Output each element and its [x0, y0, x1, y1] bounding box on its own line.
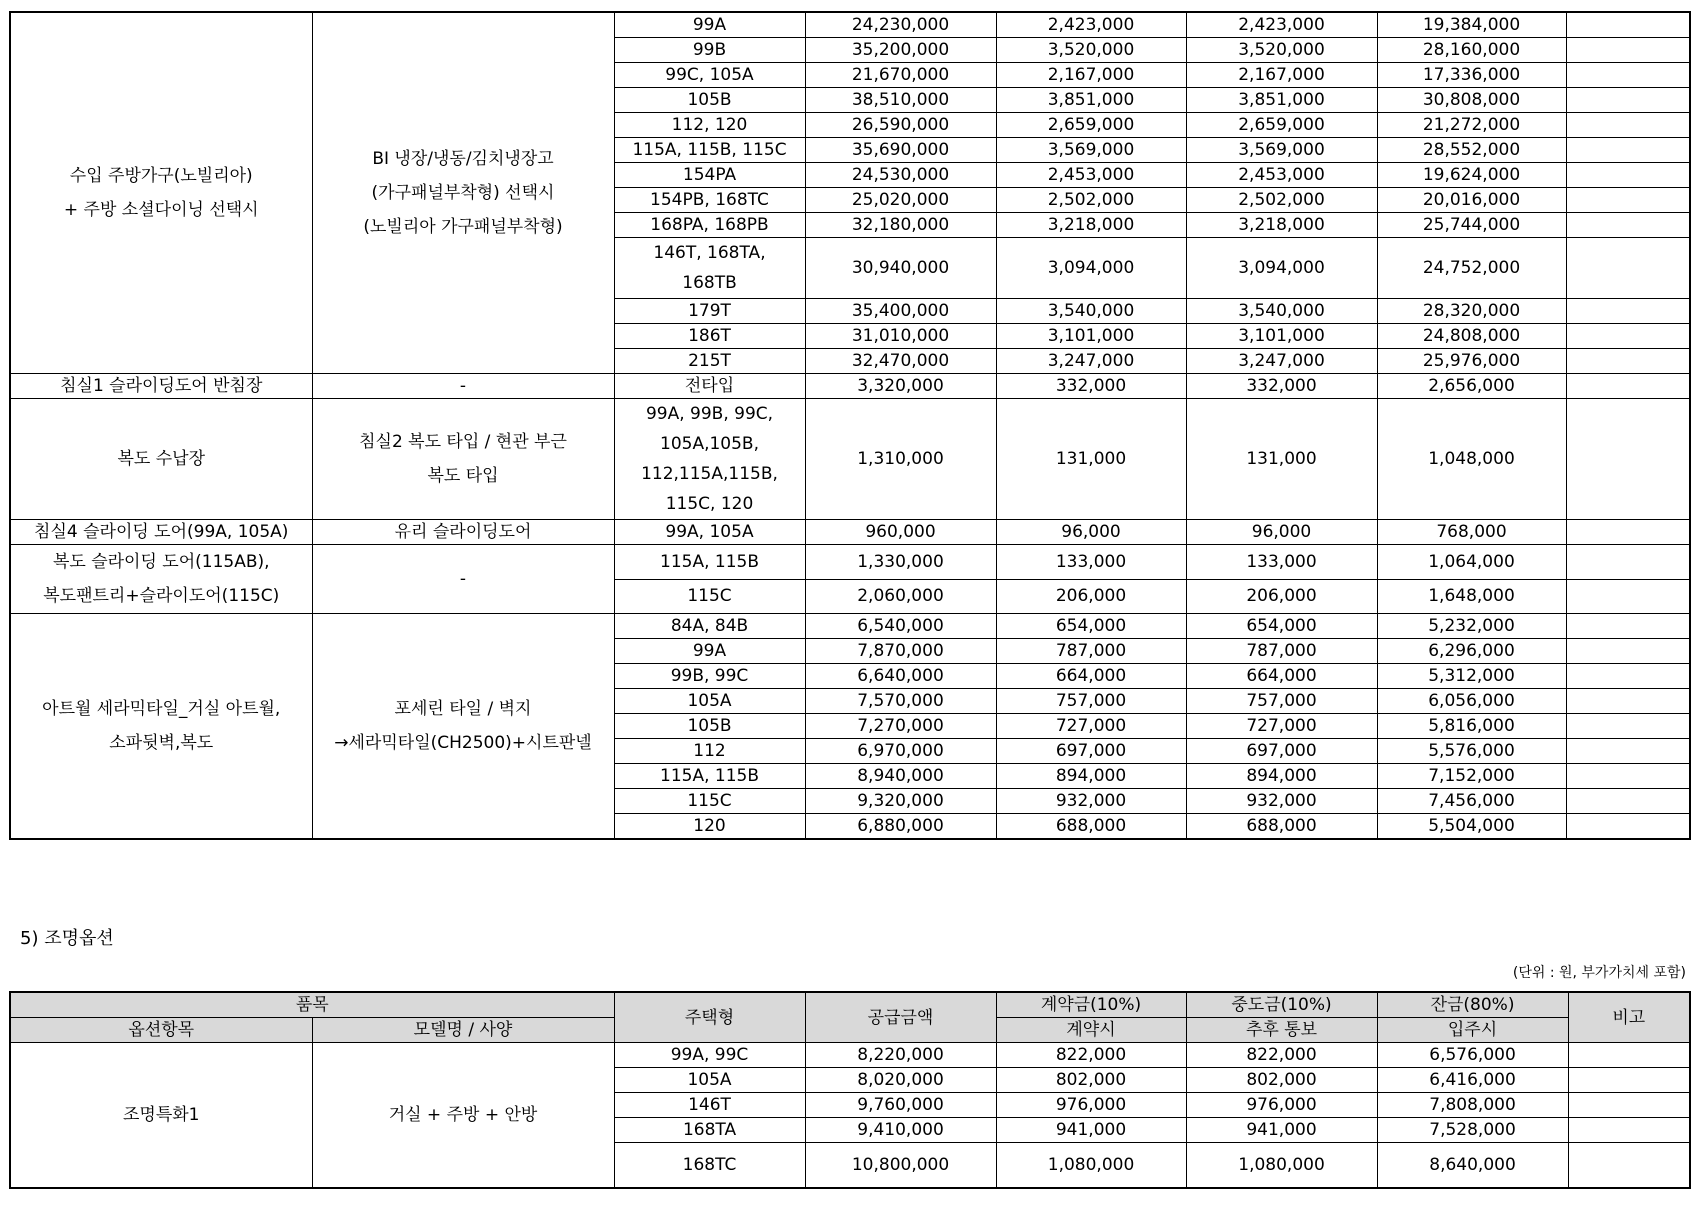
deposit-cell: 802,000	[996, 1068, 1186, 1093]
balance-cell: 24,752,000	[1377, 238, 1566, 299]
house-type-cell: 168TC	[614, 1143, 805, 1189]
deposit-cell: 664,000	[996, 664, 1186, 689]
table-row	[10, 1043, 1690, 1068]
remarks-cell	[1566, 399, 1690, 520]
middle-payment-cell: 787,000	[1186, 639, 1377, 664]
balance-cell: 25,976,000	[1377, 349, 1566, 374]
supply-amount-cell: 21,670,000	[805, 63, 996, 88]
house-type-cell: 99A, 105A	[614, 520, 805, 545]
supply-amount-cell: 30,940,000	[805, 238, 996, 299]
middle-payment-cell: 133,000	[1186, 545, 1377, 580]
remarks-cell	[1566, 238, 1690, 299]
remarks-cell	[1566, 163, 1690, 188]
supply-amount-cell: 960,000	[805, 520, 996, 545]
model-spec-cell: -	[312, 545, 614, 614]
middle-payment-cell: 727,000	[1186, 714, 1377, 739]
supply-amount-cell: 9,760,000	[805, 1093, 996, 1118]
deposit-cell: 1,080,000	[996, 1143, 1186, 1189]
house-type-cell: 99B, 99C	[614, 664, 805, 689]
middle-payment-cell: 697,000	[1186, 739, 1377, 764]
deposit-cell: 894,000	[996, 764, 1186, 789]
house-type-cell: 154PA	[614, 163, 805, 188]
remarks-cell	[1568, 1118, 1690, 1143]
remarks-cell	[1566, 113, 1690, 138]
house-type-cell: 99C, 105A	[614, 63, 805, 88]
remarks-cell	[1566, 579, 1690, 614]
remarks-cell	[1566, 188, 1690, 213]
supply-amount-cell: 9,320,000	[805, 789, 996, 814]
deposit-cell: 654,000	[996, 614, 1186, 639]
option-item-cell: 아트월 세라믹타일_거실 아트월, 소파뒷벽,복도	[10, 614, 312, 840]
deposit-cell: 2,502,000	[996, 188, 1186, 213]
middle-payment-cell: 822,000	[1186, 1043, 1377, 1068]
header-balance: 잔금(80%)	[1377, 992, 1568, 1018]
house-type-cell: 112, 120	[614, 113, 805, 138]
header-deposit-when: 계약시	[996, 1018, 1186, 1043]
table-row	[10, 520, 1690, 545]
supply-amount-cell: 8,940,000	[805, 764, 996, 789]
house-type-cell: 115A, 115B, 115C	[614, 138, 805, 163]
supply-amount-cell: 8,020,000	[805, 1068, 996, 1093]
deposit-cell: 3,851,000	[996, 88, 1186, 113]
house-type-cell: 215T	[614, 349, 805, 374]
remarks-cell	[1566, 299, 1690, 324]
balance-cell: 5,504,000	[1377, 814, 1566, 840]
model-spec-cell: 포세린 타일 / 벽지 →세라믹타일(CH2500)+시트판넬	[312, 614, 614, 840]
middle-payment-cell: 3,218,000	[1186, 213, 1377, 238]
deposit-cell: 941,000	[996, 1118, 1186, 1143]
middle-payment-cell: 3,520,000	[1186, 38, 1377, 63]
deposit-cell: 3,101,000	[996, 324, 1186, 349]
middle-payment-cell: 3,569,000	[1186, 138, 1377, 163]
middle-payment-cell: 1,080,000	[1186, 1143, 1377, 1189]
supply-amount-cell: 32,180,000	[805, 213, 996, 238]
supply-amount-cell: 1,310,000	[805, 399, 996, 520]
balance-cell: 7,456,000	[1377, 789, 1566, 814]
middle-payment-cell: 131,000	[1186, 399, 1377, 520]
option-item-cell: 조명특화1	[10, 1043, 312, 1189]
middle-payment-cell: 3,851,000	[1186, 88, 1377, 113]
remarks-cell	[1566, 12, 1690, 38]
balance-cell: 17,336,000	[1377, 63, 1566, 88]
supply-amount-cell: 7,570,000	[805, 689, 996, 714]
house-type-cell: 115A, 115B	[614, 545, 805, 580]
balance-cell: 768,000	[1377, 520, 1566, 545]
remarks-cell	[1566, 639, 1690, 664]
supply-amount-cell: 10,800,000	[805, 1143, 996, 1189]
house-type-cell: 99A	[614, 12, 805, 38]
table-row	[10, 614, 1690, 639]
balance-cell: 19,384,000	[1377, 12, 1566, 38]
deposit-cell: 3,569,000	[996, 138, 1186, 163]
supply-amount-cell: 9,410,000	[805, 1118, 996, 1143]
middle-payment-cell: 932,000	[1186, 789, 1377, 814]
balance-cell: 7,808,000	[1377, 1093, 1568, 1118]
balance-cell: 6,576,000	[1377, 1043, 1568, 1068]
house-type-cell: 168PA, 168PB	[614, 213, 805, 238]
header-house-type: 주택형	[614, 992, 805, 1043]
remarks-cell	[1566, 63, 1690, 88]
unit-note: (단위 : 원, 부가가치세 포함)	[1512, 965, 1686, 981]
balance-cell: 1,048,000	[1377, 399, 1566, 520]
middle-payment-cell: 941,000	[1186, 1118, 1377, 1143]
remarks-cell	[1568, 1068, 1690, 1093]
option-item-cell: 수입 주방가구(노빌리아) + 주방 소셜다이닝 선택시	[10, 12, 312, 374]
lighting-option-table	[9, 991, 1691, 1189]
remarks-cell	[1568, 1043, 1690, 1068]
model-spec-cell: -	[312, 374, 614, 399]
header-supply-amount: 공급금액	[805, 992, 996, 1043]
model-spec-cell: 침실2 복도 타입 / 현관 부근 복도 타입	[312, 399, 614, 520]
house-type-cell: 186T	[614, 324, 805, 349]
header-option-item: 옵션항목	[10, 1018, 312, 1043]
deposit-cell: 206,000	[996, 579, 1186, 614]
middle-payment-cell: 2,423,000	[1186, 12, 1377, 38]
middle-payment-cell: 802,000	[1186, 1068, 1377, 1093]
remarks-cell	[1566, 789, 1690, 814]
house-type-cell: 154PB, 168TC	[614, 188, 805, 213]
remarks-cell	[1566, 814, 1690, 840]
balance-cell: 24,808,000	[1377, 324, 1566, 349]
house-type-cell: 115A, 115B	[614, 764, 805, 789]
deposit-cell: 757,000	[996, 689, 1186, 714]
supply-amount-cell: 6,640,000	[805, 664, 996, 689]
middle-payment-cell: 894,000	[1186, 764, 1377, 789]
house-type-cell: 84A, 84B	[614, 614, 805, 639]
deposit-cell: 3,247,000	[996, 349, 1186, 374]
header-model-spec: 모델명 / 사양	[312, 1018, 614, 1043]
table-row	[10, 12, 1690, 38]
balance-cell: 5,816,000	[1377, 714, 1566, 739]
middle-payment-cell: 688,000	[1186, 814, 1377, 840]
middle-payment-cell: 2,502,000	[1186, 188, 1377, 213]
supply-amount-cell: 24,230,000	[805, 12, 996, 38]
remarks-cell	[1566, 545, 1690, 580]
house-type-cell: 120	[614, 814, 805, 840]
deposit-cell: 727,000	[996, 714, 1186, 739]
deposit-cell: 787,000	[996, 639, 1186, 664]
house-type-cell: 168TA	[614, 1118, 805, 1143]
balance-cell: 7,528,000	[1377, 1118, 1568, 1143]
option-item-cell: 복도 수납장	[10, 399, 312, 520]
middle-payment-cell: 3,247,000	[1186, 349, 1377, 374]
house-type-cell: 105A	[614, 689, 805, 714]
house-type-cell: 112	[614, 739, 805, 764]
middle-payment-cell: 3,094,000	[1186, 238, 1377, 299]
remarks-cell	[1566, 664, 1690, 689]
house-type-cell: 105A	[614, 1068, 805, 1093]
remarks-cell	[1566, 764, 1690, 789]
deposit-cell: 3,094,000	[996, 238, 1186, 299]
deposit-cell: 697,000	[996, 739, 1186, 764]
remarks-cell	[1566, 739, 1690, 764]
supply-amount-cell: 6,970,000	[805, 739, 996, 764]
balance-cell: 20,016,000	[1377, 188, 1566, 213]
option-item-cell: 침실4 슬라이딩 도어(99A, 105A)	[10, 520, 312, 545]
house-type-cell: 99A	[614, 639, 805, 664]
supply-amount-cell: 8,220,000	[805, 1043, 996, 1068]
balance-cell: 2,656,000	[1377, 374, 1566, 399]
model-spec-cell: 유리 슬라이딩도어	[312, 520, 614, 545]
deposit-cell: 332,000	[996, 374, 1186, 399]
supply-amount-cell: 31,010,000	[805, 324, 996, 349]
balance-cell: 19,624,000	[1377, 163, 1566, 188]
deposit-cell: 2,659,000	[996, 113, 1186, 138]
house-type-cell: 146T	[614, 1093, 805, 1118]
balance-cell: 6,056,000	[1377, 689, 1566, 714]
deposit-cell: 932,000	[996, 789, 1186, 814]
supply-amount-cell: 35,690,000	[805, 138, 996, 163]
middle-payment-cell: 654,000	[1186, 614, 1377, 639]
remarks-cell	[1566, 349, 1690, 374]
option-item-cell: 복도 슬라이딩 도어(115AB), 복도팬트리+슬라이도어(115C)	[10, 545, 312, 614]
middle-payment-cell: 332,000	[1186, 374, 1377, 399]
balance-cell: 28,160,000	[1377, 38, 1566, 63]
deposit-cell: 3,540,000	[996, 299, 1186, 324]
remarks-cell	[1566, 324, 1690, 349]
remarks-cell	[1566, 689, 1690, 714]
house-type-cell: 105B	[614, 714, 805, 739]
deposit-cell: 133,000	[996, 545, 1186, 580]
table-row	[10, 545, 1690, 580]
table-row	[10, 374, 1690, 399]
house-type-cell: 105B	[614, 88, 805, 113]
middle-payment-cell: 3,540,000	[1186, 299, 1377, 324]
balance-cell: 21,272,000	[1377, 113, 1566, 138]
supply-amount-cell: 6,880,000	[805, 814, 996, 840]
balance-cell: 28,552,000	[1377, 138, 1566, 163]
remarks-cell	[1566, 614, 1690, 639]
middle-payment-cell: 2,453,000	[1186, 163, 1377, 188]
house-type-cell: 115C	[614, 579, 805, 614]
deposit-cell: 976,000	[996, 1093, 1186, 1118]
house-type-cell: 115C	[614, 789, 805, 814]
supply-amount-cell: 6,540,000	[805, 614, 996, 639]
deposit-cell: 131,000	[996, 399, 1186, 520]
header-item-group: 품목	[10, 992, 614, 1018]
supply-amount-cell: 35,200,000	[805, 38, 996, 63]
supply-amount-cell: 38,510,000	[805, 88, 996, 113]
supply-amount-cell: 7,870,000	[805, 639, 996, 664]
remarks-cell	[1566, 714, 1690, 739]
balance-cell: 1,064,000	[1377, 545, 1566, 580]
balance-cell: 5,232,000	[1377, 614, 1566, 639]
deposit-cell: 822,000	[996, 1043, 1186, 1068]
header-middle-when: 추후 통보	[1186, 1018, 1377, 1043]
house-type-cell: 146T, 168TA, 168TB	[614, 238, 805, 299]
deposit-cell: 688,000	[996, 814, 1186, 840]
balance-cell: 7,152,000	[1377, 764, 1566, 789]
middle-payment-cell: 3,101,000	[1186, 324, 1377, 349]
balance-cell: 28,320,000	[1377, 299, 1566, 324]
middle-payment-cell: 2,167,000	[1186, 63, 1377, 88]
header-remarks: 비고	[1568, 992, 1690, 1043]
deposit-cell: 2,453,000	[996, 163, 1186, 188]
deposit-cell: 3,218,000	[996, 213, 1186, 238]
option-price-table	[9, 11, 1691, 840]
middle-payment-cell: 976,000	[1186, 1093, 1377, 1118]
middle-payment-cell: 206,000	[1186, 579, 1377, 614]
house-type-cell: 179T	[614, 299, 805, 324]
option-item-cell: 침실1 슬라이딩도어 반침장	[10, 374, 312, 399]
supply-amount-cell: 26,590,000	[805, 113, 996, 138]
house-type-cell: 99A, 99C	[614, 1043, 805, 1068]
middle-payment-cell: 757,000	[1186, 689, 1377, 714]
house-type-cell: 99A, 99B, 99C, 105A,105B, 112,115A,115B, 115C, 120	[614, 399, 805, 520]
supply-amount-cell: 24,530,000	[805, 163, 996, 188]
model-spec-cell: 거실 + 주방 + 안방	[312, 1043, 614, 1189]
supply-amount-cell: 2,060,000	[805, 579, 996, 614]
header-middle: 중도금(10%)	[1186, 992, 1377, 1018]
middle-payment-cell: 2,659,000	[1186, 113, 1377, 138]
supply-amount-cell: 32,470,000	[805, 349, 996, 374]
remarks-cell	[1566, 213, 1690, 238]
header-balance-when: 입주시	[1377, 1018, 1568, 1043]
balance-cell: 1,648,000	[1377, 579, 1566, 614]
remarks-cell	[1568, 1143, 1690, 1189]
remarks-cell	[1566, 520, 1690, 545]
supply-amount-cell: 1,330,000	[805, 545, 996, 580]
balance-cell: 5,312,000	[1377, 664, 1566, 689]
supply-amount-cell: 35,400,000	[805, 299, 996, 324]
balance-cell: 6,296,000	[1377, 639, 1566, 664]
table-row	[10, 399, 1690, 520]
section-title: 5) 조명옵션	[20, 928, 114, 949]
remarks-cell	[1568, 1093, 1690, 1118]
deposit-cell: 96,000	[996, 520, 1186, 545]
balance-cell: 6,416,000	[1377, 1068, 1568, 1093]
header-deposit: 계약금(10%)	[996, 992, 1186, 1018]
remarks-cell	[1566, 88, 1690, 113]
supply-amount-cell: 25,020,000	[805, 188, 996, 213]
supply-amount-cell: 3,320,000	[805, 374, 996, 399]
model-spec-cell: BI 냉장/냉동/김치냉장고 (가구패널부착형) 선택시 (노빌리아 가구패널부착형)	[312, 12, 614, 374]
supply-amount-cell: 7,270,000	[805, 714, 996, 739]
house-type-cell: 99B	[614, 38, 805, 63]
remarks-cell	[1566, 374, 1690, 399]
deposit-cell: 2,423,000	[996, 12, 1186, 38]
deposit-cell: 2,167,000	[996, 63, 1186, 88]
middle-payment-cell: 96,000	[1186, 520, 1377, 545]
balance-cell: 8,640,000	[1377, 1143, 1568, 1189]
balance-cell: 25,744,000	[1377, 213, 1566, 238]
balance-cell: 30,808,000	[1377, 88, 1566, 113]
house-type-cell: 전타입	[614, 374, 805, 399]
middle-payment-cell: 664,000	[1186, 664, 1377, 689]
remarks-cell	[1566, 138, 1690, 163]
deposit-cell: 3,520,000	[996, 38, 1186, 63]
balance-cell: 5,576,000	[1377, 739, 1566, 764]
remarks-cell	[1566, 38, 1690, 63]
